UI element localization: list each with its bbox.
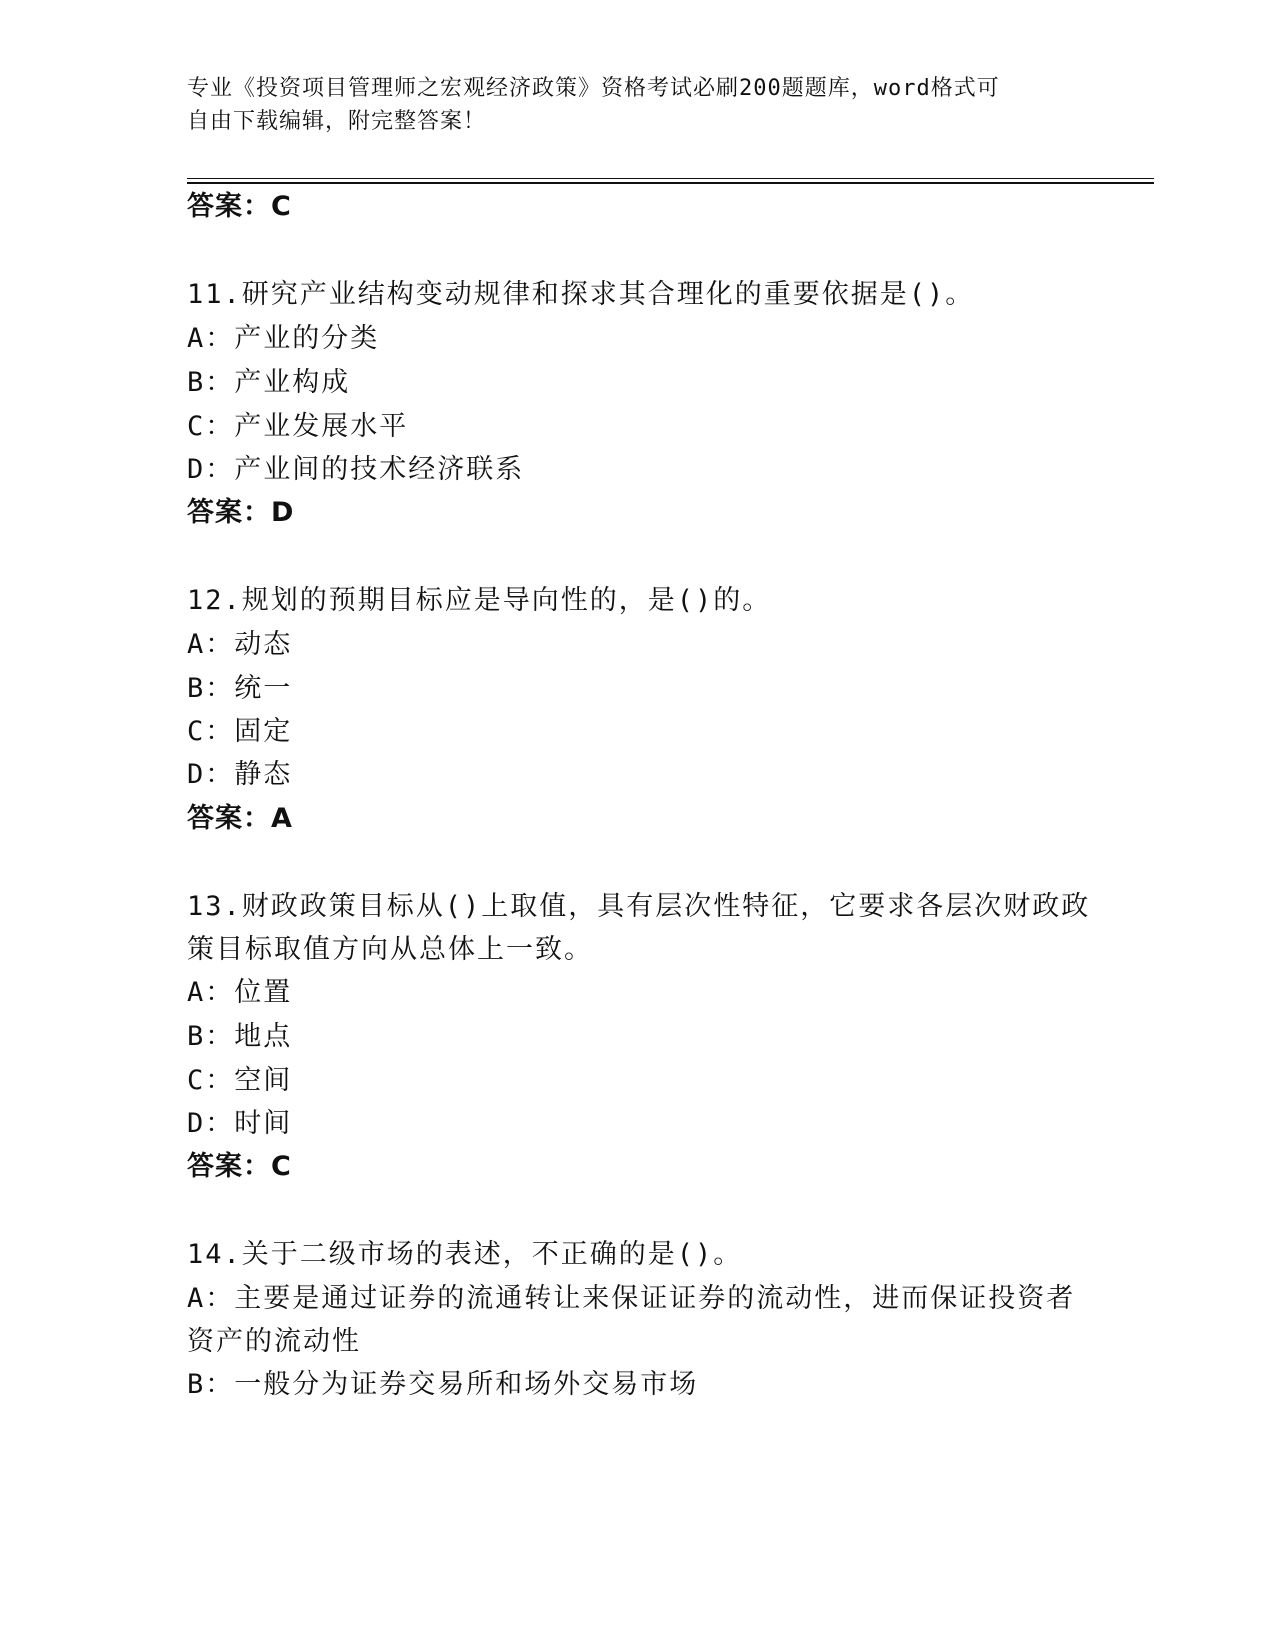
answer-11: 答案：D: [187, 497, 295, 528]
header-rule-thick: [187, 182, 1154, 184]
q14-option-a-line-2: 资产的流动性: [187, 1326, 361, 1357]
q11-option-a: A：产业的分类: [187, 323, 380, 354]
q13-option-b: B：地点: [187, 1021, 293, 1052]
answer-13: 答案：C: [187, 1151, 292, 1182]
q11-option-b: B：产业构成: [187, 367, 351, 398]
q14-option-b: B：一般分为证券交易所和场外交易市场: [187, 1369, 699, 1400]
q11-option-d: D：产业间的技术经济联系: [187, 454, 525, 485]
question-13-line-2: 策目标取值方向从总体上一致。: [187, 934, 593, 965]
answer-10: 答案：C: [187, 191, 292, 222]
answer-12: 答案：A: [187, 803, 293, 834]
header-line-2: 自由下载编辑，附完整答案！: [187, 109, 487, 134]
question-11: 11.研究产业结构变动规律和探求其合理化的重要依据是()。: [187, 279, 975, 310]
document-header: [187, 72, 1087, 138]
question-13-line-1: 13.财政政策目标从()上取值，具有层次性特征，它要求各层次财政政: [187, 891, 1091, 922]
header-rule-thin: [187, 178, 1154, 179]
q14-option-a-line-1: A：主要是通过证券的流通转让来保证证券的流动性，进而保证投资者: [187, 1283, 1076, 1314]
q12-option-a: A：动态: [187, 629, 293, 660]
q13-option-c: C：空间: [187, 1065, 293, 1096]
question-12: 12.规划的预期目标应是导向性的，是()的。: [187, 585, 772, 616]
q13-option-a: A：位置: [187, 977, 293, 1008]
q12-option-b: B：统一: [187, 673, 293, 704]
question-14: 14.关于二级市场的表述，不正确的是()。: [187, 1239, 743, 1270]
header-line-1: 专业《投资项目管理师之宏观经济政策》资格考试必刷200题题库，word格式可: [187, 76, 1000, 101]
q12-option-c: C：固定: [187, 716, 293, 747]
q11-option-c: C：产业发展水平: [187, 411, 409, 442]
q13-option-d: D：时间: [187, 1108, 293, 1139]
q12-option-d: D：静态: [187, 759, 293, 790]
